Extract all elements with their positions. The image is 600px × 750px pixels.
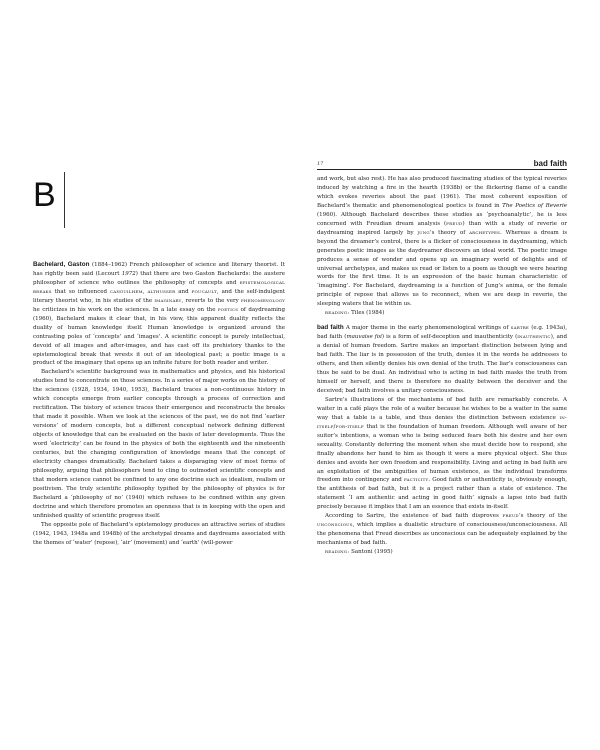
running-head	[317, 157, 567, 170]
page-number: 17	[317, 161, 324, 167]
cross-reference: canguilhem	[109, 288, 143, 295]
entry-headword: bad faith	[317, 324, 344, 332]
cross-reference: phenomenology	[241, 297, 285, 304]
cross-reference: poetics	[217, 306, 239, 313]
cross-reference: facticity	[403, 477, 429, 484]
cross-reference: archetypes	[469, 229, 501, 236]
cross-reference: jung	[417, 229, 430, 236]
section-letter-rule	[64, 172, 65, 228]
section-letter: B	[33, 176, 56, 214]
further-reading-bad-faith: reading: Santoni (1995)	[325, 549, 393, 556]
entry-bad-faith-paragraph-2: Sartre’s illustrations of the mechanisms of bad faith are remarkably concrete. A waiter in a café plays the role of a waiter because he wishes to be a waiter in the same way that a table is a table, and thus denies the distinction between existence in-itself/for-itself that is the foundation of human freedom. Although well aware of her suitor’s intentions, a woman who is being seduced fears both his desire and her own sexuality. Constantly deferring the moment when she must decide how to respond, she finally abandons her hand to him as though it were a mere physical object. She thus denies and avoids her own freedom and responsibility. Living and acting in bad faith are an exploitation of the ambiguities of human existence, as the individual transforms freedom into contingency and facticity. Good faith or authenticity is, obviously enough, the antithesis of bad faith, but it is a project rather than a state of existence. The statement ‘I am authentic and acting in good faith’ signals a lapse into bad faith precisely because it implies that I am an essence that exists in-itself.	[317, 396, 567, 511]
further-reading-bachelard: reading: Tiles (1984)	[325, 310, 385, 317]
cross-reference: imaginary	[154, 297, 182, 304]
cross-reference: foucault	[191, 288, 217, 295]
cross-reference: althusser	[147, 288, 176, 295]
cross-reference: freud	[502, 513, 519, 520]
left-text-column	[33, 261, 285, 548]
cross-reference: epistemological breaks	[33, 279, 285, 295]
cross-reference: sartre	[510, 325, 530, 332]
entry-headword: Bachelard, Gaston	[33, 261, 90, 268]
cross-reference: freud	[446, 220, 463, 227]
cross-reference: in-itself/for-itself	[317, 414, 567, 430]
entry-bad-faith-paragraph-1: bad faith A major theme in the early phenomenological writings of sartre (e.g. 1943a), bad faith (mauvaise foi) is a form of self-deception and inauthenticity (inauthentic), and a denial of human freedom. Sartre makes an important distinction between lying and bad faith. The liar is in possession of the truth, denies it in the words he addresses to others, and then silently denies his own denial of the truth. The liar’s consciousness can thus be said to be dual. An individual who is acting in bad faith masks the truth from himself or herself, and there is therefore no duality between the deceiver and the deceived; bad faith involves a unitary consciousness.	[317, 324, 567, 394]
entry-bachelard-paragraph-1: Bachelard, Gaston (1884–1962) French philosopher of science and literary theorist. It has rightly been said (Lecourt 1972) that there are two Gaston Bachelards: the austere philosopher of science who outlines the philosophy of concepts and epistemological breaks that so influenced canguilhem, althusser and foucault, and the self-indulgent literary theorist who, in his studies of the imaginary, reverts to the very phenomenology he criticizes in his work on the sciences. In a late essay on the poetics of daydreaming (1960), Bachelard makes it clear that, in his view, this apparent duality reflects the duality of human knowledge itself. Human knowledge is organized around the contrasting poles of ‘concepts’ and ‘images’. A scientific concept is purely intellectual, devoid of all images and after-images, and has cast off its prehistory thanks to the epistemological break that wrests it out of an ideological past; a poetic image is a product of the imaginary that opens up an infinite future for both reader and writer.	[33, 261, 286, 367]
cross-reference: inauthentic	[517, 334, 551, 341]
entry-bachelard-paragraph-3: The opposite pole of Bachelard’s epistemology produces an attractive series of studies (1942, 1943, 1948a and 1948b) of the archetypal dreams and daydreams associated with the themes of ‘water’ (repose), ‘air’ (movement) and ‘earth’ (will-power	[33, 521, 285, 546]
right-text-column	[317, 175, 567, 557]
entry-bachelard-continued: and work, but also rest). He has also produced fascinating studies of the typical reveries induced by watching a fire in the hearth (1938b) or the flickering flame of a candle which evokes reveries about the past (1961). The most coherent exposition of Bachelard’s thematic and phenomenological poetics is found in The Poetics of Reverie (1960). Although Bachelard describes these studies as ‘psychoanalytic’, he is less concerned with Freudian dream analysis (freud) than with a study of reverie or daydreaming inspired largely by jung’s theory of archetypes. Whereas a dream is beyond the dreamer’s control, there is a flicker of consciousness in daydreaming, which generates poetic images as the daydreamer discovers an ideal world. The poetic image produces a sense of wonder and opens up an imaginary world of delights and of universal archetypes, and makes us read or listen to a poem as though we were hearing words for the first time. It is an expression of the basic human characteristic of ‘imagining’. For Bachelard, daydreaming is a function of Jung’s anima, or the female principle of repose that allows us to reconnect, when we are deep in reverie, the sleeping waters that lie within us.	[317, 176, 568, 308]
cross-reference: unconscious	[317, 522, 353, 529]
running-head-title: bad faith	[533, 159, 567, 168]
entry-bachelard-paragraph-2: Bachelard’s scientific background was in mathematics and physics, and his historical studies tend to concentrate on those sciences. In a series of major works on the history of the sciences (1928, 1934, 1940, 1953), Bachelard traces a non-continuous history in which concepts emerge from earlier concepts through a process of correction and rectification. The history of science traces their emergence and reconstructs the breaks that made it possible. When we look at the sciences of the past, we do not find ‘earlier versions’ of modern concepts, but a different conceptual network defining different objects of knowledge that can be evaluated on the basis of later developments. Thus the word ‘electricity’ can be found in the physics of both the eighteenth and the nineteenth centuries, but the changing configuration of knowledge means that the concept of electricity changes dramatically. Bachelard takes a disparaging view of most forms of philosophy, arguing that philosophers tend to cling to outmoded scientific concepts and that modern science cannot be confined to any one doctrine such as idealism, realism or positivism. The truly scientific philosophy typified by the philosophy of physics is for Bachelard a ‘philosophy of no’ (1940) which refuses to be confined within any given doctrine and which therefore promotes an openness that is in keeping with the open and unfinished quality of scientific progress itself.	[33, 369, 285, 519]
entry-bad-faith-paragraph-3: According to Sartre, the existence of bad faith disproves freud’s theory of the unconscious, which implies a dualistic structure of consciousness/unconsciousness. All the phenomena that Freud describes as unconscious can be adequately explained by the mechanisms of bad faith.	[317, 513, 567, 547]
